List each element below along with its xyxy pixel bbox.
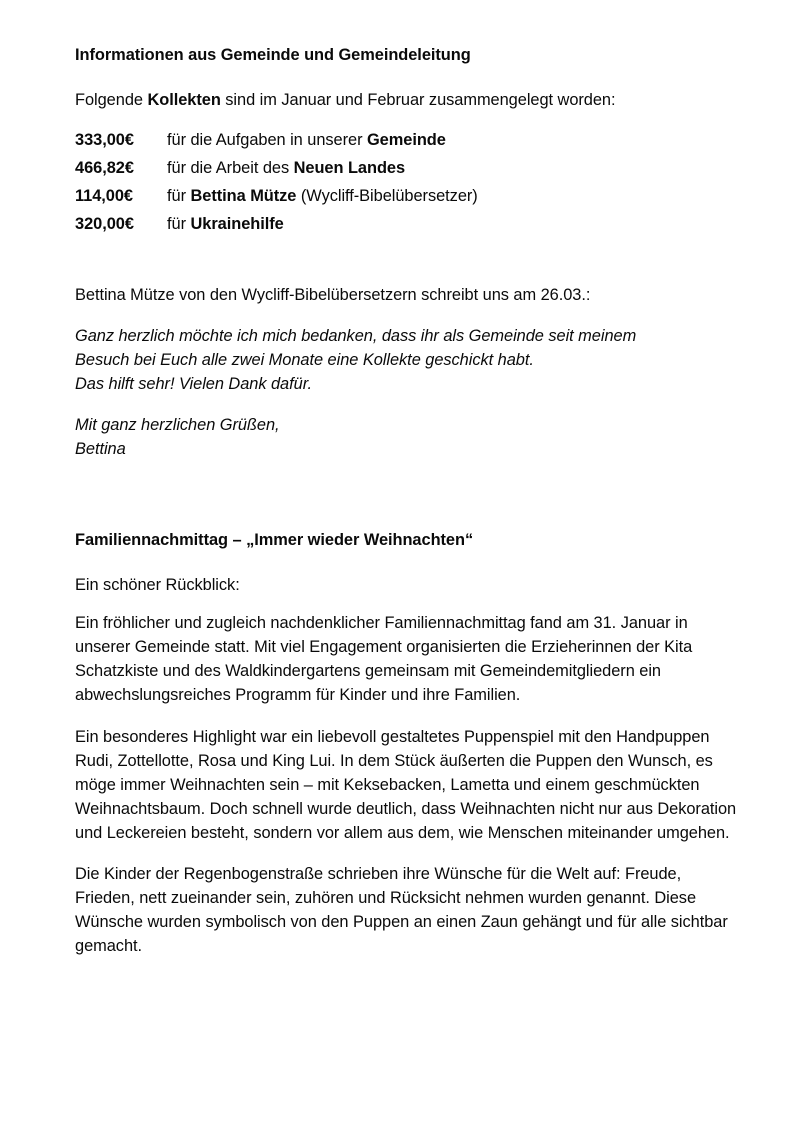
list-item bbox=[75, 154, 737, 182]
section-heading-familiennachmittag: Familiennachmittag – „Immer wieder Weihnachten“ bbox=[75, 531, 474, 550]
spacer-after-collections bbox=[75, 239, 737, 283]
collection-purpose bbox=[167, 210, 737, 238]
collection-purpose bbox=[167, 182, 737, 210]
collection-amount: 466,82€ bbox=[75, 158, 134, 177]
familiennachmittag-paragraph: Ein besonderes Highlight war ein liebevoll gestaltetes Puppenspiel mit den Handpuppen Rudi, Zottellotte, Rosa und King Lui. In dem Stück äußerten die Puppen den Wunsch, es möge immer Weihnachten sein – mit Keksebacken, Lametta und einem geschmückten Weihnachtsbaum. Doch schnell wurde deutlich, dass Weihnachten nicht nur aus Dekoration und Leckereien besteht, sondern vor allem aus dem, wie Menschen miteinander umgehen. bbox=[75, 727, 737, 842]
letter-attribution: Bettina Mütze von den Wycliff-Bibelübersetzern schreibt uns am 26.03.: bbox=[75, 285, 591, 304]
collection-purpose-highlight: Neuen Landes bbox=[293, 158, 406, 177]
collection-purpose-prefix: für bbox=[167, 187, 191, 206]
familiennachmittag-paragraph: Die Kinder der Regenbogenstraße schrieben ihre Wünsche für die Welt auf: Freude, Frieden, nett zueinander sein, zuhören und Rücksicht nehmen wurden genannt. Diese Wünsche wurden symbolisch von den Puppen an einen Zaun gehängt und für alle sichtbar gemacht. bbox=[75, 865, 728, 956]
collections-list bbox=[75, 126, 737, 239]
familiennachmittag-subheading: Ein schöner Rückblick: bbox=[75, 575, 240, 594]
collection-purpose-prefix: für die Arbeit des bbox=[167, 158, 294, 177]
section-heading-gemeinde-informationen: Informationen aus Gemeinde und Gemeindeleitung bbox=[75, 46, 471, 64]
list-item bbox=[75, 126, 737, 154]
document-body bbox=[75, 45, 737, 958]
collection-purpose-prefix: für die Aufgaben in unserer bbox=[167, 130, 367, 149]
letter-body-line: Das hilft sehr! Vielen Dank dafür. bbox=[75, 374, 312, 393]
list-item bbox=[75, 182, 737, 210]
collections-intro-suffix: sind im Januar und Februar zusammengelegt worden: bbox=[220, 90, 616, 109]
collections-intro-keyword: Kollekten bbox=[147, 90, 221, 109]
collection-purpose-prefix: für bbox=[167, 215, 191, 234]
collection-purpose-highlight: Gemeinde bbox=[366, 130, 446, 149]
collection-purpose bbox=[167, 154, 737, 182]
collection-amount: 320,00€ bbox=[75, 215, 134, 234]
letter-closing bbox=[75, 413, 737, 461]
collections-intro-paragraph bbox=[75, 88, 737, 112]
collection-amount: 114,00€ bbox=[75, 187, 133, 206]
collection-purpose-suffix: (Wycliff-Bibelübersetzer) bbox=[296, 187, 478, 206]
letter-signature: Bettina bbox=[75, 440, 126, 459]
letter-body bbox=[75, 324, 737, 396]
collection-purpose-highlight: Ukrainehilfe bbox=[190, 215, 284, 234]
familiennachmittag-paragraph: Ein fröhlicher und zugleich nachdenklicher Familiennachmittag fand am 31. Januar in unserer Gemeinde statt. Mit viel Engagement organisierten die Erzieherinnen der Kita Schatzkiste und des Waldkindergartens gemeinsam mit Gemeindemitgliedern ein abwechslungsreiches Programm für Kinder und ihre Familien. bbox=[75, 614, 693, 705]
spacer-after-letter bbox=[75, 478, 737, 530]
letter-closing-line: Mit ganz herzlichen Grüßen, bbox=[75, 416, 280, 435]
letter-body-line: Ganz herzlich möchte ich mich bedanken, dass ihr als Gemeinde seit meinem bbox=[75, 326, 637, 345]
letter-body-line: Besuch bei Euch alle zwei Monate eine Kollekte geschickt habt. bbox=[75, 350, 534, 369]
collection-amount: 333,00€ bbox=[75, 130, 134, 149]
collection-purpose bbox=[167, 126, 737, 154]
collection-purpose-highlight: Bettina Mütze bbox=[190, 187, 297, 206]
list-item bbox=[75, 210, 737, 238]
collections-intro-prefix: Folgende bbox=[75, 90, 148, 109]
